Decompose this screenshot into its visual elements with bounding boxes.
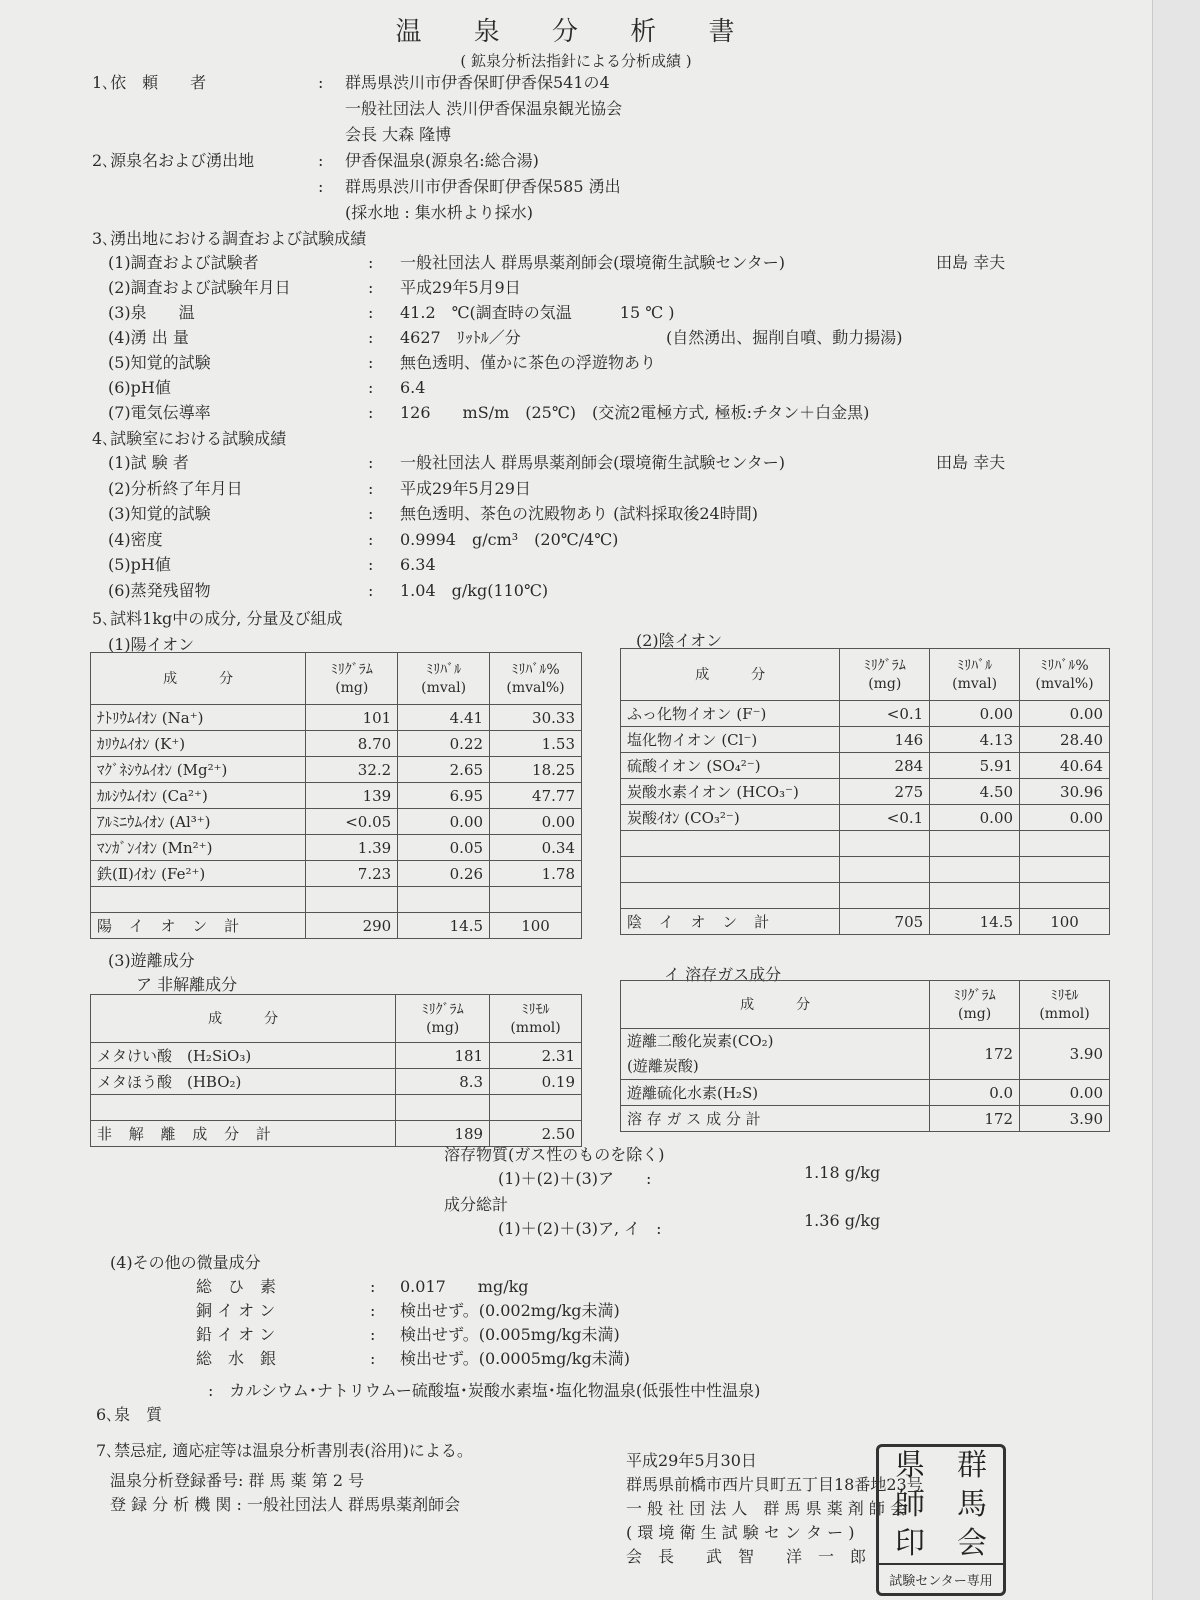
table-row [91, 1043, 582, 1069]
component-name [91, 1095, 396, 1121]
s3-row-value: 平成29年5月9日 [400, 278, 521, 297]
s4-row-value: 6.34 [400, 555, 436, 574]
component-value: 28.40 [1020, 727, 1110, 753]
s4-row-label: (4)密度 [108, 529, 163, 549]
gas-total-mg: 172 [930, 1106, 1020, 1132]
total-formula: (1)＋(2)＋(3)ア, イ : [498, 1219, 662, 1238]
free-table [90, 994, 582, 1147]
seal-char: 会 [957, 1525, 987, 1561]
component-value: 0.19 [490, 1069, 582, 1095]
total-value: 705 [840, 909, 930, 935]
cation-header-row [91, 653, 582, 705]
component-value [930, 883, 1020, 909]
component-value: 8.3 [396, 1069, 490, 1095]
gas-co2-mg: 172 [930, 1029, 1020, 1080]
s6-label: 6､泉 質 [96, 1405, 163, 1424]
component-value: 275 [840, 779, 930, 805]
component-value: <0.1 [840, 805, 930, 831]
s3-row-value: 一般社団法人 群馬県薬剤師会(環境衛生試験センター) [400, 253, 785, 272]
reg-number: 温泉分析登録番号: 群 馬 薬 第 2 号 [110, 1471, 365, 1490]
seal-footer: 試験センター専用 [879, 1563, 1003, 1593]
s3-row-extra: (自然湧出、掘削自噴、動力揚湯) [666, 328, 903, 347]
table-row [621, 831, 1110, 857]
s4-row-value: 0.9994 g/cm³ (20℃/4℃) [400, 529, 619, 549]
total-value: 100 [1020, 909, 1110, 935]
component-value: 0.00 [398, 809, 490, 835]
component-name: 塩化物イオン (Cl⁻) [621, 727, 840, 753]
component-value: 7.23 [306, 861, 398, 887]
s3-row-label: (6)pH値 [108, 378, 171, 397]
dissolved-value: 1.18 g/kg [804, 1163, 881, 1182]
document-subtitle: ( 鉱泉分析法指針による分析成績 ) [460, 52, 692, 70]
table-row [91, 757, 582, 783]
table-total-row [621, 909, 1110, 935]
free-sublabel: ア 非解離成分 [136, 975, 238, 994]
s4-row-colon: : [368, 478, 374, 498]
s3-row-colon: : [368, 403, 374, 422]
total-value: 189 [396, 1121, 490, 1147]
official-seal [876, 1444, 1006, 1596]
component-value: 181 [396, 1043, 490, 1069]
table-row [91, 809, 582, 835]
s3-row-value: 126 mS/m (25℃) (交流2電極方式, 極板:チタン＋白金黒) [400, 403, 870, 422]
s4-row-colon: : [368, 453, 374, 472]
table-row [91, 861, 582, 887]
table-row [621, 701, 1110, 727]
gas-h2s-name: 遊離硫化水素(H₂S) [621, 1080, 930, 1106]
s3-row-value: 4627 ﾘｯﾄﾙ／分 [400, 328, 521, 347]
anion-table [620, 648, 1110, 935]
cation-table [90, 652, 582, 939]
s4-row-label: (6)蒸発残留物 [108, 580, 211, 600]
total-label: 非 解 離 成 分 計 [91, 1121, 396, 1147]
component-value: 1.53 [490, 731, 582, 757]
anion-label: (2)陰イオン [636, 631, 723, 650]
document-title: 温 泉 分 析 書 [395, 17, 757, 47]
table-row [621, 727, 1110, 753]
col-header-mval: ﾐﾘﾊﾞﾙ (mval) [398, 653, 490, 705]
cation-label: (1)陽イオン [108, 635, 195, 654]
component-name [621, 883, 840, 909]
trace-value: 検出せず。(0.005mg/kg未満) [400, 1325, 620, 1344]
col-header-mvalpct: ﾐﾘﾊﾞﾙ% (mval%) [490, 653, 582, 705]
s1-label: 1､依 頼 者 [92, 73, 207, 92]
col-header-mvalpct: ﾐﾘﾊﾞﾙ% (mval%) [1020, 649, 1110, 701]
s3-row-label: (2)調査および試験年月日 [108, 278, 291, 297]
total-label: 陽 イ オ ン 計 [91, 913, 306, 939]
component-value [930, 857, 1020, 883]
component-value: 0.00 [930, 805, 1020, 831]
component-name: ﾏｸﾞﾈｼｳﾑｲｵﾝ (Mg²⁺) [91, 757, 306, 783]
table-row [621, 883, 1110, 909]
component-value: 0.00 [490, 809, 582, 835]
s2-line3: (採水地 : 集水枡より採水) [345, 203, 534, 222]
component-value: <0.05 [306, 809, 398, 835]
component-value: 6.95 [398, 783, 490, 809]
component-name: 炭酸水素イオン (HCO₃⁻) [621, 779, 840, 805]
component-value [1020, 857, 1110, 883]
s3-row-colon: : [368, 253, 374, 272]
s4-row-value: 平成29年5月29日 [400, 478, 531, 498]
gas-total-label: 溶 存 ガ ス 成 分 計 [621, 1106, 930, 1132]
total-value: 14.5 [398, 913, 490, 939]
component-value [840, 831, 930, 857]
s3-row-colon: : [368, 378, 374, 397]
total-value: 100 [490, 913, 582, 939]
gas-co2-line1: 遊離二酸化炭素(CO₂) [627, 1032, 774, 1050]
table-row [621, 805, 1110, 831]
table-row [621, 1029, 1110, 1080]
s3-row-label: (7)電気伝導率 [108, 403, 211, 422]
free-label: (3)遊離成分 [108, 951, 195, 970]
s2-colon: : [318, 177, 324, 196]
s4-row-colon: : [368, 580, 374, 600]
component-name: ﾅﾄﾘｳﾑｲｵﾝ (Na⁺) [91, 705, 306, 731]
gas-h2s-mmol: 0.00 [1020, 1080, 1110, 1106]
s4-row-label: (5)pH値 [108, 555, 171, 574]
component-name: 硫酸イオン (SO₄²⁻) [621, 753, 840, 779]
dissolved-formula: (1)＋(2)＋(3)ア : [498, 1169, 652, 1188]
component-value: 18.25 [490, 757, 582, 783]
col-header-mg: ﾐﾘｸﾞﾗﾑ (mg) [306, 653, 398, 705]
component-value: 4.13 [930, 727, 1020, 753]
table-row [91, 705, 582, 731]
s1-colon: : [318, 73, 324, 92]
s7-label: 7､禁忌症, 適応症等は温泉分析書別表(浴用)による。 [96, 1441, 473, 1460]
col-header-component: 成 分 [91, 995, 396, 1043]
component-name: 鉄(Ⅱ)ｲｵﾝ (Fe²⁺) [91, 861, 306, 887]
s4-row-colon: : [368, 555, 374, 574]
seal-char: 県 [895, 1448, 925, 1484]
s3-row-value: 41.2 ℃(調査時の気温 15 ℃ ) [400, 303, 675, 322]
s4-row-colon: : [368, 504, 374, 523]
component-value: 2.65 [398, 757, 490, 783]
s3-row-extra: 田島 幸夫 [936, 253, 1006, 272]
component-value [1020, 883, 1110, 909]
s3-label: 3､湧出地における調査および試験成績 [92, 229, 367, 248]
issue-date: 平成29年5月30日 [626, 1451, 757, 1470]
s3-row-label: (3)泉 温 [108, 303, 195, 322]
s4-row-label: (3)知覚的試験 [108, 504, 211, 523]
component-name [621, 857, 840, 883]
s3-row-colon: : [368, 328, 374, 347]
component-value: 284 [840, 753, 930, 779]
gas-co2-mmol: 3.90 [1020, 1029, 1110, 1080]
s2-line2: 群馬県渋川市伊香保町伊香保585 湧出 [345, 177, 621, 196]
table-row [91, 887, 582, 913]
s3-row-label: (1)調査および試験者 [108, 253, 259, 272]
issuer-head: 会 長 武 智 洋 一 郎 [626, 1547, 867, 1566]
component-name: メタけい酸 (H₂SiO₃) [91, 1043, 396, 1069]
trace-name: 銅 イ オ ン [196, 1301, 276, 1320]
s4-row-value: 一般社団法人 群馬県薬剤師会(環境衛生試験センター) [400, 453, 785, 472]
gas-label: イ 溶存ガス成分 [664, 965, 782, 984]
component-value: 4.41 [398, 705, 490, 731]
trace-colon: : [370, 1277, 376, 1296]
component-value: 32.2 [306, 757, 398, 783]
cation-body [91, 705, 582, 939]
gas-h2s-mg: 0.0 [930, 1080, 1020, 1106]
table-row [91, 835, 582, 861]
component-value: 0.05 [398, 835, 490, 861]
s1-line: 会長 大森 隆博 [345, 125, 452, 144]
s2-label: 2､源泉名および湧出地 [92, 151, 255, 170]
s4-label: 4､試験室における試験成績 [92, 429, 287, 448]
component-name: ｶﾘｳﾑｲｵﾝ (K⁺) [91, 731, 306, 757]
total-value: 14.5 [930, 909, 1020, 935]
s4-row-label: (1)試 験 者 [108, 453, 189, 472]
component-value: 2.31 [490, 1043, 582, 1069]
s4-row-value: 1.04 g/kg(110℃) [400, 580, 549, 600]
component-value: 0.26 [398, 861, 490, 887]
s4-row-label: (2)分析終了年月日 [108, 478, 243, 498]
col-header-component: 成 分 [621, 981, 930, 1029]
total-value: 1.36 g/kg [804, 1211, 881, 1230]
issuer-dept: ( 環 境 衛 生 試 験 セ ン タ ー ) [626, 1523, 855, 1542]
component-value: 0.00 [1020, 805, 1110, 831]
dissolved-label: 溶存物質(ガス性のものを除く) [444, 1145, 665, 1164]
component-value [840, 883, 930, 909]
component-name: ﾏﾝｶﾞﾝｲｵﾝ (Mn²⁺) [91, 835, 306, 861]
component-value [306, 887, 398, 913]
total-value: 290 [306, 913, 398, 939]
col-header-component: 成 分 [621, 649, 840, 701]
component-name: メタほう酸 (HBO₂) [91, 1069, 396, 1095]
s5-label: 5､試料1kg中の成分, 分量及び組成 [92, 609, 343, 628]
component-value: 47.77 [490, 783, 582, 809]
col-header-mmol: ﾐﾘﾓﾙ (mmol) [1020, 981, 1110, 1029]
trace-name: 鉛 イ オ ン [196, 1325, 276, 1344]
component-value [396, 1095, 490, 1121]
table-row [621, 753, 1110, 779]
component-value: 0.34 [490, 835, 582, 861]
reg-agency: 登 録 分 析 機 関 : 一般社団法人 群馬県薬剤師会 [110, 1495, 461, 1514]
seal-char: 印 [895, 1525, 925, 1561]
s4-row-extra: 田島 幸夫 [936, 453, 1006, 472]
component-value: 139 [306, 783, 398, 809]
gas-co2-name [621, 1029, 930, 1080]
s2-colon: : [318, 151, 324, 170]
component-value: <0.1 [840, 701, 930, 727]
trace-value: 検出せず。(0.0005mg/kg未満) [400, 1349, 630, 1368]
component-value: 0.00 [930, 701, 1020, 727]
component-value: 8.70 [306, 731, 398, 757]
component-value: 146 [840, 727, 930, 753]
trace-name: 総 ひ 素 [196, 1277, 277, 1296]
table-total-row [621, 1106, 1110, 1132]
s2-line1: 伊香保温泉(源泉名:総合湯) [345, 151, 539, 170]
component-value [398, 887, 490, 913]
component-value: 1.39 [306, 835, 398, 861]
component-value [840, 857, 930, 883]
seal-char: 師 [895, 1486, 925, 1522]
col-header-mmol: ﾐﾘﾓﾙ (mmol) [490, 995, 582, 1043]
seal-char: 群 [957, 1448, 987, 1484]
table-row [621, 1080, 1110, 1106]
s3-row-colon: : [368, 278, 374, 297]
component-value [490, 1095, 582, 1121]
free-header-row [91, 995, 582, 1043]
component-name: ふっ化物イオン (F⁻) [621, 701, 840, 727]
s3-row-colon: : [368, 353, 374, 372]
component-name [621, 831, 840, 857]
table-total-row [91, 1121, 582, 1147]
component-name: ｶﾙｼｳﾑｲｵﾝ (Ca²⁺) [91, 783, 306, 809]
component-name: 炭酸ｲｵﾝ (CO₃²⁻) [621, 805, 840, 831]
col-header-mval: ﾐﾘﾊﾞﾙ (mval) [930, 649, 1020, 701]
component-name [91, 887, 306, 913]
table-row [91, 783, 582, 809]
component-value: 5.91 [930, 753, 1020, 779]
gas-table [620, 980, 1110, 1132]
component-value [930, 831, 1020, 857]
col-header-mg: ﾐﾘｸﾞﾗﾑ (mg) [396, 995, 490, 1043]
trace-label: (4)その他の微量成分 [110, 1253, 261, 1272]
s3-row-label: (4)湧 出 量 [108, 328, 189, 347]
component-name: ｱﾙﾐﾆｳﾑｲｵﾝ (Al³⁺) [91, 809, 306, 835]
col-header-mg: ﾐﾘｸﾞﾗﾑ (mg) [930, 981, 1020, 1029]
component-value: 30.33 [490, 705, 582, 731]
total-value: 2.50 [490, 1121, 582, 1147]
component-value: 4.50 [930, 779, 1020, 805]
seal-char: 馬 [957, 1486, 987, 1522]
s1-line: 一般社団法人 渋川伊香保温泉観光協会 [345, 99, 623, 118]
table-row [91, 1095, 582, 1121]
trace-colon: : [370, 1301, 376, 1320]
s3-row-value: 無色透明、僅かに茶色の浮遊物あり [400, 353, 657, 372]
total-label: 成分総計 [444, 1195, 509, 1214]
table-row [621, 857, 1110, 883]
table-total-row [91, 913, 582, 939]
component-value [490, 887, 582, 913]
s4-row-colon: : [368, 529, 374, 549]
trace-value: 0.017 mg/kg [400, 1277, 529, 1296]
issuer-address: 群馬県前橋市西片貝町五丁目18番地23号 [626, 1475, 923, 1494]
table-row [91, 731, 582, 757]
component-value: 0.22 [398, 731, 490, 757]
trace-value: 検出せず。(0.002mg/kg未満) [400, 1301, 620, 1320]
component-value: 101 [306, 705, 398, 731]
s3-row-colon: : [368, 303, 374, 322]
gas-header-row [621, 981, 1110, 1029]
trace-name: 総 水 銀 [196, 1349, 277, 1368]
component-value: 1.78 [490, 861, 582, 887]
table-row [91, 1069, 582, 1095]
s3-row-value: 6.4 [400, 378, 426, 397]
anion-header-row [621, 649, 1110, 701]
s6-value: : カルシウム･ナトリウムー硫酸塩･炭酸水素塩･塩化物温泉(低張性中性温泉) [208, 1381, 761, 1400]
issuer-org: 一 般 社 団 法 人 群 馬 県 薬 剤 師 会 [626, 1499, 906, 1518]
total-label: 陰 イ オ ン 計 [621, 909, 840, 935]
anion-body [621, 701, 1110, 935]
s3-row-label: (5)知覚的試験 [108, 353, 211, 372]
gas-total-mmol: 3.90 [1020, 1106, 1110, 1132]
trace-colon: : [370, 1349, 376, 1368]
component-value [1020, 831, 1110, 857]
s4-row-value: 無色透明、茶色の沈殿物あり (試料採取後24時間) [400, 504, 758, 523]
col-header-component: 成 分 [91, 653, 306, 705]
table-row [621, 779, 1110, 805]
col-header-mg: ﾐﾘｸﾞﾗﾑ (mg) [840, 649, 930, 701]
s1-line: 群馬県渋川市伊香保町伊香保541の4 [345, 73, 610, 92]
component-value: 0.00 [1020, 701, 1110, 727]
component-value: 40.64 [1020, 753, 1110, 779]
gas-co2-line2: (遊離炭酸) [627, 1057, 699, 1075]
trace-colon: : [370, 1325, 376, 1344]
component-value: 30.96 [1020, 779, 1110, 805]
free-body [91, 1043, 582, 1147]
